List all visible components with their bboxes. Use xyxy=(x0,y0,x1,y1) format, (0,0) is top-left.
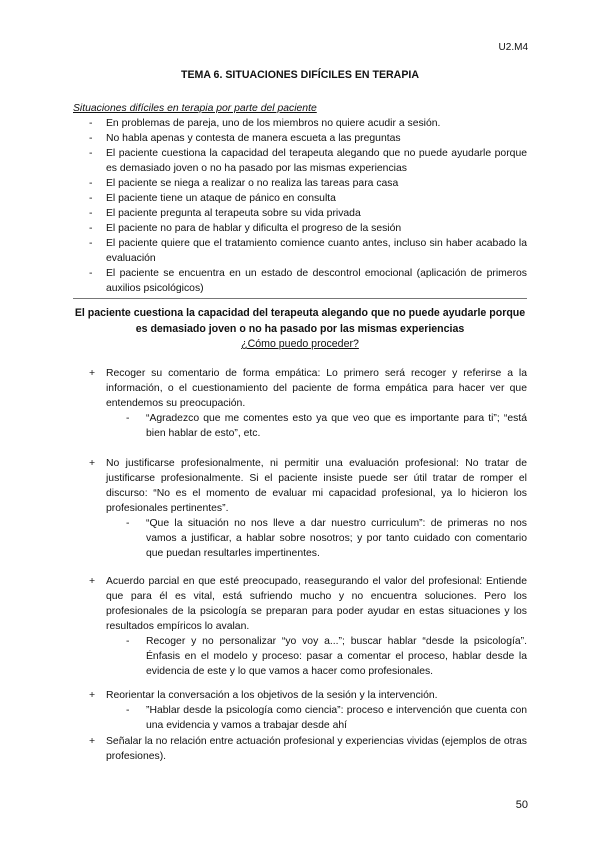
dash-marker: - xyxy=(89,133,93,144)
list-item: - El paciente no para de hablar y dificulta el progreso de la sesión xyxy=(89,223,402,234)
list-item: - No habla apenas y contesta de manera escueta a las preguntas xyxy=(89,133,401,144)
dash-marker: - xyxy=(89,238,93,249)
dash-marker: - xyxy=(126,518,130,529)
strategy-point xyxy=(73,456,527,561)
difficult-situations-list xyxy=(73,116,527,296)
dash-marker: - xyxy=(89,118,93,129)
block-subheading: ¿Cómo puedo proceder? xyxy=(241,338,359,350)
block-heading xyxy=(73,306,527,353)
strategy-point xyxy=(73,366,527,441)
strategy-text: Acuerdo parcial en que esté preocupado, reasegurando el valor del profesional: Entiende que para él es vital, está sufriendo mucho y no encuentra soluciones. Pero los profesionales de la psicología se preparan para poder ayudar en estas situaciones y los resultados empíricos lo avalan. xyxy=(106,576,527,632)
strategy-point xyxy=(73,688,527,733)
page-number: 50 xyxy=(515,799,528,811)
plus-marker: + xyxy=(89,576,96,587)
strategy-text: No justificarse profesionalmente, ni permitir una evaluación profesional: No tratar de justificarse profesionalmente. Si el paciente insiste puede ser útil tratar de romper el discurso: “No es el momento de evaluar mi capacidad profesional, ya lo hicieron los profesionales pertinentes”. xyxy=(106,458,527,514)
plus-marker: + xyxy=(89,690,96,701)
list-item: - El paciente se niega a realizar o no realiza las tareas para casa xyxy=(89,178,399,189)
strategy-text: Reorientar la conversación a los objetivos de la sesión y la intervención. xyxy=(106,690,438,701)
list-item: - El paciente quiere que el tratamiento comience cuanto antes, incluso sin haber acabado la evaluación xyxy=(89,238,527,264)
document-code: U2.M4 xyxy=(498,42,528,53)
dash-marker: - xyxy=(89,223,93,234)
dash-marker: - xyxy=(89,208,93,219)
block-title: El paciente cuestiona la capacidad del terapeuta alegando que no puede ayudarle porque es demasiado joven o no ha pasado por las mismas experiencias xyxy=(74,307,526,335)
strategy-point xyxy=(73,574,527,679)
list-item: - En problemas de pareja, uno de los miembros no quiere acudir a sesión. xyxy=(89,118,441,129)
strategy-text: Señalar la no relación entre actuación profesional y experiencias vividas (ejemplos de otras profesiones). xyxy=(106,736,527,762)
dash-marker: - xyxy=(126,705,130,716)
dash-marker: - xyxy=(126,413,130,424)
plus-marker: + xyxy=(89,368,96,379)
list-item: - El paciente tiene un ataque de pánico en consulta xyxy=(89,193,336,204)
strategy-text: Recoger su comentario de forma empática: Lo primero será recoger y referirse a la información, o el cuestionamiento del paciente de forma empática para hacer ver que entendemos su preocupación. xyxy=(106,368,527,409)
section-heading: Situaciones difíciles en terapia por parte del paciente xyxy=(73,103,317,114)
list-item: - El paciente se encuentra en un estado de descontrol emocional (aplicación de primeros auxilios psicológicos) xyxy=(89,268,527,294)
strategy-example: - “Que la situación no nos lleve a dar nuestro curriculum”: de primeras no nos vamos a justificar, a hablar sobre nosotros; y por tanto cuidado con comentario que puedan resultarles impertinentes. xyxy=(126,518,527,559)
dash-marker: - xyxy=(89,178,93,189)
dash-marker: - xyxy=(126,636,130,647)
dash-marker: - xyxy=(89,148,93,159)
dash-marker: - xyxy=(89,193,93,204)
page-title: TEMA 6. SITUACIONES DIFÍCILES EN TERAPIA xyxy=(181,69,419,81)
dash-marker: - xyxy=(89,268,93,279)
list-item: - El paciente cuestiona la capacidad del terapeuta alegando que no puede ayudarle porque es demasiado joven o no ha pasado por las mismas experiencias xyxy=(89,148,527,174)
section-divider xyxy=(73,298,527,299)
strategy-point xyxy=(73,734,527,764)
strategy-example: - “Agradezco que me comentes esto ya que veo que es importante para ti”; “está bien hablar de esto”, etc. xyxy=(126,413,527,439)
strategy-example: - Recoger y no personalizar “yo voy a...”; buscar hablar “desde la psicología”. Énfasis en el modelo y proceso: pasar a comentar el proceso, hablar desde la evidencia de este y lo que vamos a hacer como profesionales. xyxy=(126,636,527,677)
strategy-example: - ”Hablar desde la psicología como ciencia”: proceso e intervención que cuenta con una evidencia y vamos a trabajar desde ahí xyxy=(126,705,527,731)
list-item: - El paciente pregunta al terapeuta sobre su vida privada xyxy=(89,208,361,219)
plus-marker: + xyxy=(89,736,96,747)
plus-marker: + xyxy=(89,458,96,469)
